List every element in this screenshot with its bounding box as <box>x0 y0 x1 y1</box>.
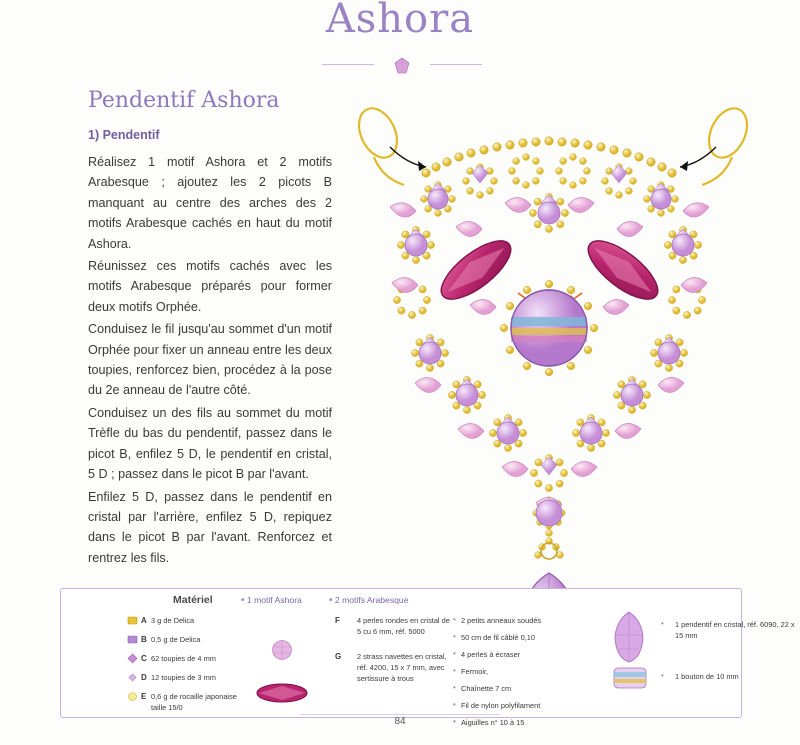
bullet-icon: • <box>661 671 664 680</box>
material-text: 4 perles à écraser <box>461 650 521 659</box>
materials-head-item <box>241 595 302 606</box>
bullet-icon: • <box>661 619 664 628</box>
bullet-icon: • <box>453 717 456 726</box>
material-key: A <box>141 616 147 625</box>
material-item <box>129 691 239 713</box>
gem-icon <box>392 57 412 75</box>
materials-head-item <box>329 595 408 606</box>
bullet-icon: • <box>453 649 456 658</box>
materials-head-label: 2 motifs Arabesque <box>334 595 409 605</box>
materials-head-label: 1 motif Ashora <box>246 595 302 605</box>
delica-bead-swatch-icon <box>127 634 138 645</box>
crystal-pendant-icon <box>609 611 649 663</box>
material-text: Fil de nylon polyfilament <box>461 701 541 710</box>
material-item <box>335 651 451 684</box>
material-text: 0,5 g de Delica <box>151 635 201 644</box>
instructions-text <box>88 152 332 570</box>
bicone-4mm-icon <box>127 653 138 664</box>
paragraph: Conduisez le fil jusqu'au sommet d'un motif Orphée pour fixer un anneau entre les deux toupies, renforcez bien, procédez à la pose du 2e anneau de l'autre côté. <box>88 322 332 398</box>
material-item <box>241 637 341 650</box>
material-item <box>241 682 341 695</box>
material-text: 12 toupies de 3 mm <box>151 673 216 682</box>
material-item <box>129 653 239 666</box>
materials-column-left <box>129 615 239 719</box>
bicone-3mm-icon <box>127 672 138 683</box>
materials-title: Matériel <box>173 594 213 606</box>
material-list-item <box>453 666 603 677</box>
material-list-item <box>453 632 603 643</box>
material-text: 2 strass navettes en cristal, réf. 4200, 15 x 7 mm, avec sertissure à trous <box>357 652 447 683</box>
divider-line-right <box>430 64 482 65</box>
material-text: Fermoir, <box>461 667 489 676</box>
title-divider <box>322 57 482 59</box>
page-number: 84 <box>394 716 406 727</box>
rocaille-bead-icon <box>127 691 138 702</box>
material-key: D <box>141 673 147 682</box>
bullet-icon: • <box>453 700 456 709</box>
round-crystal-icon <box>271 639 293 661</box>
bullet-icon: • <box>241 595 245 606</box>
material-item <box>129 634 239 647</box>
paragraph: Réalisez 1 motif Ashora et 2 motifs Arabesque ; ajoutez les 2 picots B manquant au centre des arches des 2 motifs Arabesque cachés en haut du motif Ashora. <box>88 155 332 251</box>
material-text: 1 bouton de 10 mm <box>675 672 739 681</box>
bullet-icon: • <box>453 683 456 692</box>
bullet-icon: • <box>453 666 456 675</box>
material-text: 1 pendentif en cristal, réf. 6090, 22 x 15 mm <box>675 620 795 640</box>
bullet-icon: • <box>453 615 456 624</box>
materials-column-icons <box>241 615 341 701</box>
material-list-item <box>453 649 603 660</box>
material-list-item <box>453 683 603 694</box>
material-key: G <box>335 652 342 661</box>
bullet-icon: • <box>329 595 333 606</box>
material-text: 50 cm de fil câblé 0,10 <box>461 633 535 642</box>
material-list-item <box>661 619 799 641</box>
materials-column-right-bottom <box>661 671 799 682</box>
book-title: Ashora <box>325 0 475 42</box>
material-key: E <box>141 692 147 701</box>
paragraph: Conduisez un des fils au sommet du motif Trèfle du bas du pendentif, passez dans le picot B, enfilez 5 D, le pendentif en cristal, 5 D ; passez dans le picot B par l'avant. <box>88 405 332 482</box>
material-text: 0,6 g de rocaille japonaise taille 15/0 <box>151 692 237 712</box>
material-text: 62 toupies de 4 mm <box>151 654 216 663</box>
material-key: C <box>141 654 147 663</box>
material-item <box>129 615 239 628</box>
material-item <box>129 672 239 685</box>
materials-column-right-top <box>661 619 799 641</box>
paragraph: Réunissez ces motifs cachés avec les motifs Arabesque préparés pour former deux motifs Orphée. <box>88 259 332 314</box>
materials-column-fg <box>335 615 451 690</box>
material-list-item <box>453 700 603 711</box>
footer-divider <box>300 714 500 715</box>
necklace-diagram <box>330 95 790 575</box>
bullet-icon: • <box>453 632 456 641</box>
navette-strass-icon <box>255 682 309 704</box>
material-list-item <box>453 615 603 626</box>
material-key: F <box>335 616 340 625</box>
material-text: Aiguilles n° 10 à 15 <box>461 718 525 727</box>
material-key: B <box>141 635 147 644</box>
paragraph: Enfilez 5 D, passez dans le pendentif en cristal par l'arrière, enfilez 5 D, repiquez dans le picot B par l'avant. Renforcez et rentrez les fils. <box>88 489 332 565</box>
material-text: 4 perles rondes en cristal de 5 cu 6 mm, réf. 5000 <box>357 616 450 636</box>
material-list-item <box>661 671 799 682</box>
divider-line-left <box>322 64 374 65</box>
sub-section-title: 1) Pendentif <box>88 128 160 142</box>
material-text: 3 g de Delica <box>151 616 195 625</box>
section-title: Pendentif Ashora <box>88 88 280 113</box>
material-item <box>335 615 451 637</box>
material-text: Chaînette 7 cm <box>461 684 512 693</box>
button-10mm-icon <box>613 667 647 689</box>
delica-bead-swatch-icon <box>127 615 138 626</box>
material-text: 2 petits anneaux soudés <box>461 616 542 625</box>
